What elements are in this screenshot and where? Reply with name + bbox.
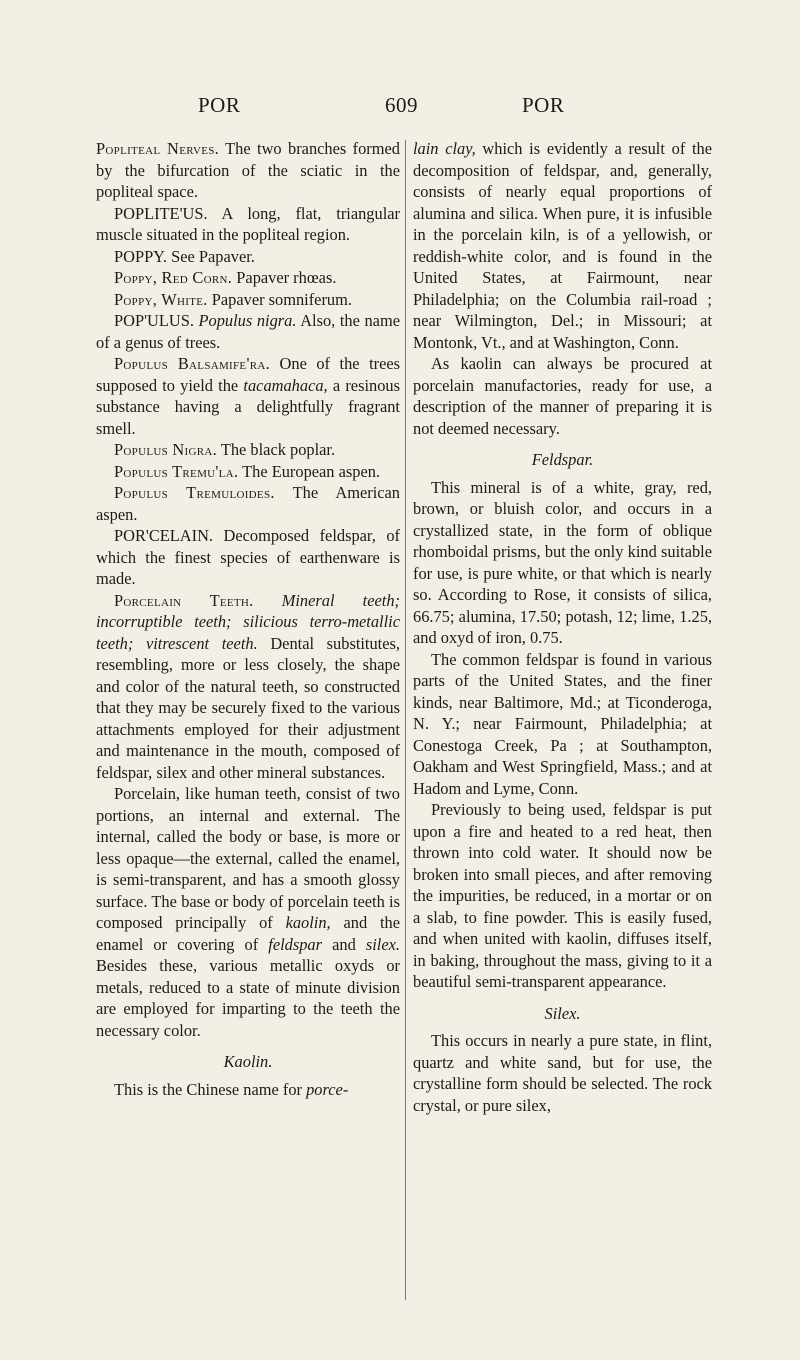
paragraph-porcelain-structure [96,783,400,1041]
paragraph-text: Porcelain, like human teeth, consist of two portions, an internal and external. The internal, called the body or base, is more or less opaque—the external, called the enamel, is semi-transparent, and has a smooth glossy surface. The base or body of porcelain teeth is composed principally of [96,784,400,932]
header-left: POR [198,93,241,117]
paragraph-feldspar-preparation: Previously to being used, feldspar is put upon a fire and heated to a red heat, then thrown into cold water. It should now be broken into small pieces, and after removing the impurities, be reduced, in a mortar or on a slab, to fine powder. This is easily fused, and when united with kaolin, diffuses itself, in baking, throughout the mass, giving to it a beautiful semi-transparent appearance. [413,800,712,991]
italic-term: feldspar [268,934,323,954]
entry-definition: Papaver rhœas. [236,268,337,287]
entry-definition: The European aspen. [242,461,381,481]
entry-popliteal-nerves [96,138,400,203]
paragraph-text: This is the Chinese name for [114,1079,302,1099]
entry-term: POP'ULUS. [114,311,194,330]
paragraph-kaolin-continued [413,138,712,353]
paragraph-silex: This occurs in nearly a pure state, in flint, quartz and white sand, but for use, the crystalline form should be selected. The rock crystal, or pure silex, [413,1031,712,1115]
subheading-silex: Silex. [544,1003,581,1023]
paragraph-kaolin [96,1079,400,1101]
entry-synonyms: Mineral teeth; incorruptible teeth; silicious terro-metallic teeth; vitrescent teeth. [96,590,400,653]
entry-term: POPLITE'US. [114,203,208,223]
paragraph-text: and [332,934,356,954]
italic-term: silex. [365,934,400,954]
italic-term: kaolin, [285,913,331,932]
entry-definition: Papaver somniferum. [211,289,352,309]
paragraph-text: and the enamel or covering of [96,913,400,954]
header-right: POR [522,93,565,117]
entry-term: POPPY. [114,246,168,266]
entry-poppy-red-corn [96,267,400,289]
entry-definition: A long, flat, triangular muscle situated in the popliteal region. [96,203,400,244]
left-column [96,138,400,1100]
entry-populus [96,310,400,353]
entry-term: Poppy, Red Corn. [114,268,233,287]
entry-definition: Dental substitutes, resembling, more or less closely, the shape and color of the natural teeth, so constructed that they may be securely fixed to the various attachments employed for their adjustment and maintenance in the mouth, composed of feldspar, silex and other mineral substances. [96,633,400,782]
entry-definition: The two branches formed by the bifurcation of the sciatic in the popliteal space. [96,139,400,201]
entry-term: Porcelain Teeth. [114,590,254,610]
entry-populus-nigra [96,439,400,461]
entry-definition: See Papaver. [171,246,255,266]
italic-term: lain clay, [413,139,476,158]
column-divider [405,140,406,1300]
entry-term: Poppy, White. [114,289,208,309]
running-header [0,93,800,117]
entry-poppy [96,246,400,268]
entry-definition: a resinous substance having a delightfully fragrant smell. [96,375,400,438]
entry-populus-balsamifera [96,353,400,439]
entry-italic: tacamahaca, [243,375,328,395]
italic-term: porce- [306,1079,349,1099]
entry-term: Populus Balsamife'ra. [114,354,270,373]
paragraph-text: which is evidently a result of the decomposition of feldspar, and, generally, consists of nearly equal proportions of alumina and silica. When pure, it is infusible in the porcelain kiln, is of a yellowish, or reddish-white color, and is found in the United States, at Fairmount, near Philadelphia; on the Columbia rail-road ; near Wilmington, Del.; in Missouri; at Montonk, Vt., and at Washington, Conn. [413,139,713,352]
entry-definition: The black poplar. [220,440,336,459]
entry-definition: Decomposed feldspar, of which the finest species of earthenware is made. [96,526,400,588]
entry-poppy-white [96,289,400,311]
right-column [413,138,712,1116]
paragraph-feldspar-composition: This mineral is of a white, gray, red, brown, or bluish color, and occurs in a crystallized state, in the form of oblique rhomboidal prisms, but the only kind suitable for use, is pure white, or that which is nearly so. According to Rose, it consists of silica, 66.75; alumina, 17.50; potash, 12; lime, 1.25, and oxyd of iron, 0.75. [413,477,712,647]
entry-populus-tremuloides [96,482,400,525]
page-number: 609 [385,93,418,117]
entry-term: Populus Nigra. [114,440,218,459]
entry-definition: The American aspen. [96,483,400,524]
entry-latin: Populus nigra. [198,311,297,330]
entry-definition: Also, the name of a genus of trees. [96,311,400,352]
subheading-feldspar: Feldspar. [531,450,594,469]
subheading-kaolin: Kaolin. [223,1052,273,1071]
entry-term: Popliteal Nerves. [96,139,220,158]
entry-populus-tremula [96,461,400,483]
entry-definition: One of the trees supposed to yield the [96,354,401,395]
paragraph-text: Besides these, various metallic oxyds or metals, reduced to a state of minute division are employed for imparting to the teeth the necessary color. [96,956,400,1040]
entry-popliteus [96,203,400,246]
entry-term: Populus Tremu'la. [114,461,239,481]
paragraph-feldspar-locations: The common feldspar is found in various parts of the United States, and the finer kinds, near Baltimore, Md.; at Ticonderoga, N. Y.; near Fairmount, Philadelphia; at Conestoga Creek, Pa ; at Southampton, Oakham and West Springfield, Mass.; and at Hadom and Lyme, Conn. [413,649,712,798]
entry-porcelain-teeth [96,590,400,784]
entry-term: Populus Tremuloides. [114,483,275,502]
entry-term: POR'CELAIN. [114,526,214,545]
entry-porcelain [96,525,400,590]
paragraph-kaolin-procurement: As kaolin can always be procured at porcelain manufactories, ready for use, a description of the manner of preparing it is not deemed necessary. [413,354,712,438]
